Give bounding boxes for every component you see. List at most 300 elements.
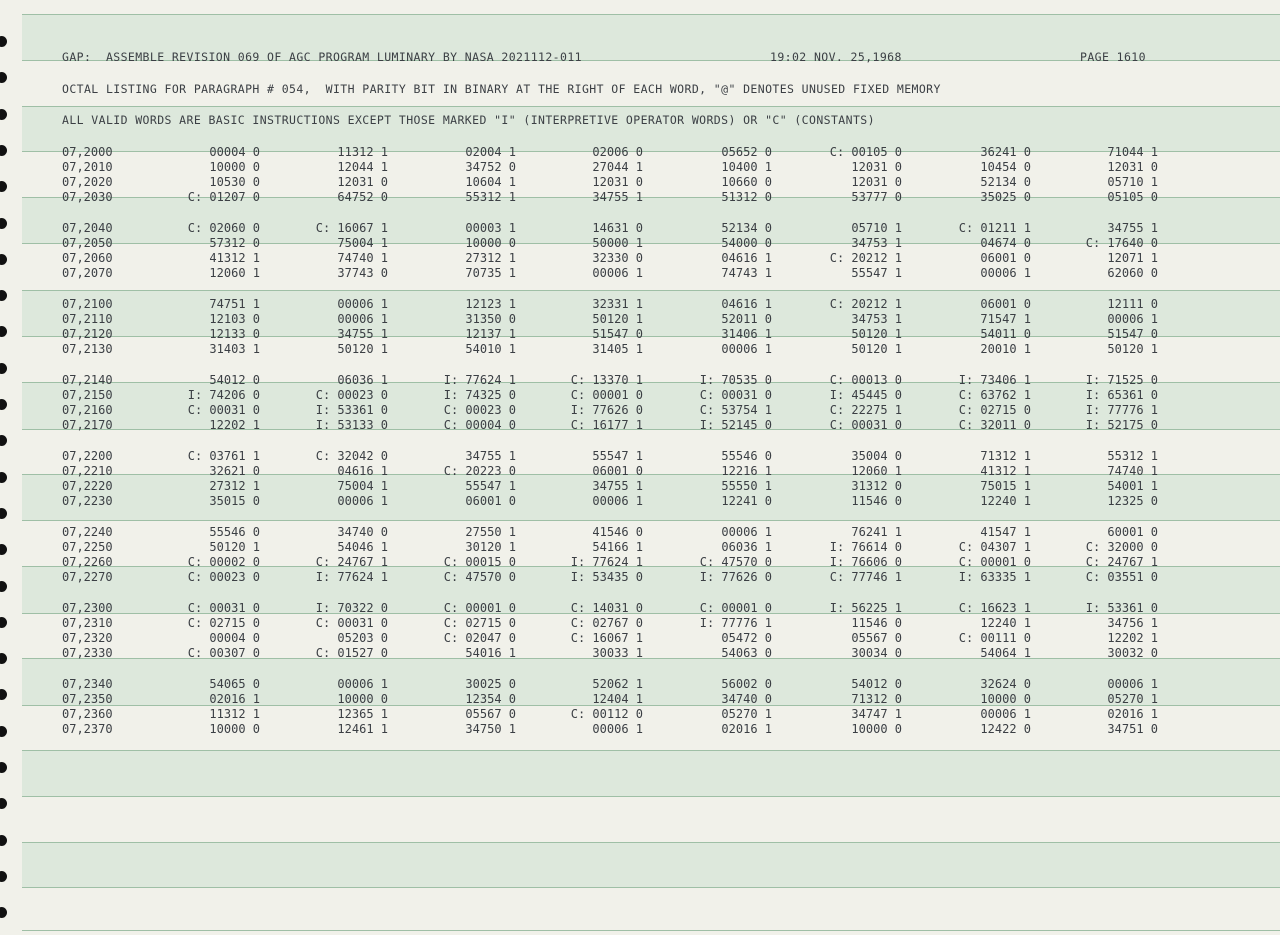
header-line-3: [0, 112, 1280, 128]
octal-word: 00006 1: [592, 722, 643, 736]
octal-word: I: 70535 0: [699, 373, 772, 387]
octal-word: C: 01527 0: [315, 646, 388, 660]
listing-row: [0, 707, 1280, 722]
octal-word: 32330 0: [592, 251, 643, 265]
memory-address: 07,2150: [62, 388, 113, 402]
memory-address: 07,2110: [62, 312, 113, 326]
listing-row: [0, 449, 1280, 464]
octal-word: 12071 1: [1107, 251, 1158, 265]
octal-word: C: 02715 0: [187, 616, 260, 630]
listing-row: [0, 722, 1280, 737]
octal-word: 62060 0: [1107, 266, 1158, 280]
octal-word: 12202 1: [209, 418, 260, 432]
octal-word: 70735 1: [465, 266, 516, 280]
octal-word: C: 17640 0: [1085, 236, 1158, 250]
octal-word: 10000 0: [337, 692, 388, 706]
memory-address: 07,2120: [62, 327, 113, 341]
octal-word: I: 52175 0: [1085, 418, 1158, 432]
tractor-feed-hole: [0, 36, 7, 47]
memory-address: 07,2030: [62, 190, 113, 204]
listing-row: [0, 251, 1280, 266]
octal-word: C: 00023 0: [315, 388, 388, 402]
octal-word: 52011 0: [721, 312, 772, 326]
listing-row: [0, 418, 1280, 433]
paper-rule: [22, 796, 1280, 797]
octal-word: 75004 1: [337, 236, 388, 250]
listing-row: [0, 555, 1280, 570]
octal-word: 71547 1: [980, 312, 1031, 326]
memory-address: 07,2310: [62, 616, 113, 630]
listing-row: [0, 297, 1280, 312]
octal-word: 10604 1: [465, 175, 516, 189]
memory-address: 07,2270: [62, 570, 113, 584]
octal-word: 12044 1: [337, 160, 388, 174]
octal-word: 27312 1: [209, 479, 260, 493]
octal-word: 36241 0: [980, 145, 1031, 159]
octal-word: C: 00015 0: [443, 555, 516, 569]
listing-row: [0, 464, 1280, 479]
octal-word: 06036 1: [337, 373, 388, 387]
page-number: PAGE 1610: [1080, 50, 1146, 64]
octal-word: 04674 0: [980, 236, 1031, 250]
octal-word: 00004 0: [209, 145, 260, 159]
octal-word: 05203 0: [337, 631, 388, 645]
listing-description: OCTAL LISTING FOR PARAGRAPH # 054, WITH PARITY BIT IN BINARY AT THE RIGHT OF EACH WORD, "@" DENOTES UNUSED FIXED MEMORY: [62, 82, 941, 96]
word-group: [0, 297, 1280, 357]
octal-word: 71312 0: [851, 692, 902, 706]
octal-word: 30025 0: [465, 677, 516, 691]
octal-word: 71044 1: [1107, 145, 1158, 159]
octal-word: 12422 0: [980, 722, 1031, 736]
paper-rule: [22, 930, 1280, 931]
octal-word: 41546 0: [592, 525, 643, 539]
octal-word: 51312 0: [721, 190, 772, 204]
octal-word: C: 00031 0: [187, 403, 260, 417]
octal-word: 06001 0: [980, 251, 1031, 265]
octal-word: 05472 0: [721, 631, 772, 645]
octal-word: 34755 1: [592, 479, 643, 493]
octal-word: 56002 0: [721, 677, 772, 691]
octal-word: 05270 1: [721, 707, 772, 721]
octal-word: 04616 1: [337, 464, 388, 478]
octal-word: 50120 1: [209, 540, 260, 554]
octal-word: 10660 0: [721, 175, 772, 189]
octal-word: 74743 1: [721, 266, 772, 280]
octal-word: C: 32000 0: [1085, 540, 1158, 554]
octal-word: C: 00013 0: [829, 373, 902, 387]
listing-row: [0, 601, 1280, 616]
memory-address: 07,2050: [62, 236, 113, 250]
octal-word: 57312 0: [209, 236, 260, 250]
octal-word: C: 47570 0: [699, 555, 772, 569]
octal-word: 74740 1: [337, 251, 388, 265]
word-group: [0, 525, 1280, 585]
memory-address: 07,2210: [62, 464, 113, 478]
octal-word: C: 03761 1: [187, 449, 260, 463]
octal-word: I: 77776 1: [1085, 403, 1158, 417]
octal-word: C: 00031 0: [187, 601, 260, 615]
header-line-1: [0, 49, 1280, 65]
memory-address: 07,2170: [62, 418, 113, 432]
octal-word: C: 77746 1: [829, 570, 902, 584]
octal-word: 55547 1: [465, 479, 516, 493]
octal-word: 52134 0: [980, 175, 1031, 189]
octal-word: 12031 0: [851, 160, 902, 174]
octal-word: I: 77624 1: [443, 373, 516, 387]
memory-address: 07,2240: [62, 525, 113, 539]
octal-word: 12137 1: [465, 327, 516, 341]
octal-word: C: 00031 0: [829, 418, 902, 432]
listing-row: [0, 479, 1280, 494]
octal-word: 35004 0: [851, 449, 902, 463]
octal-word: 54063 0: [721, 646, 772, 660]
octal-word: C: 24767 1: [315, 555, 388, 569]
octal-word: 55312 1: [1107, 449, 1158, 463]
octal-word: I: 77626 0: [699, 570, 772, 584]
octal-word: 10000 0: [980, 692, 1031, 706]
octal-word: C: 00023 0: [187, 570, 260, 584]
octal-word: C: 53754 1: [699, 403, 772, 417]
octal-word: 00006 1: [337, 297, 388, 311]
octal-word: 52134 0: [721, 221, 772, 235]
octal-word: 31406 1: [721, 327, 772, 341]
octal-word: 12240 1: [980, 494, 1031, 508]
octal-word: 27550 1: [465, 525, 516, 539]
octal-word: 00006 1: [721, 525, 772, 539]
tractor-feed-hole: [0, 762, 7, 773]
octal-word: 04616 1: [721, 251, 772, 265]
octal-word: 34756 1: [1107, 616, 1158, 630]
octal-word: 54012 0: [851, 677, 902, 691]
tractor-feed-hole: [0, 798, 7, 809]
memory-address: 07,2100: [62, 297, 113, 311]
octal-word: 54064 1: [980, 646, 1031, 660]
octal-word: 75015 1: [980, 479, 1031, 493]
octal-word: 41312 1: [209, 251, 260, 265]
legend-note: ALL VALID WORDS ARE BASIC INSTRUCTIONS EXCEPT THOSE MARKED "I" (INTERPRETIVE OPERATOR WORDS) OR "C" (CONSTANTS): [62, 113, 875, 127]
word-group: [0, 601, 1280, 661]
octal-word: I: 53361 0: [315, 403, 388, 417]
memory-address: 07,2250: [62, 540, 113, 554]
octal-word: 10000 0: [465, 236, 516, 250]
octal-word: 00006 1: [337, 312, 388, 326]
octal-word: C: 00002 0: [187, 555, 260, 569]
octal-word: 51547 0: [592, 327, 643, 341]
octal-word: C: 02047 0: [443, 631, 516, 645]
octal-word: 11312 1: [337, 145, 388, 159]
octal-word: C: 00031 0: [315, 616, 388, 630]
memory-address: 07,2320: [62, 631, 113, 645]
octal-word: 06036 1: [721, 540, 772, 554]
octal-word: 37743 0: [337, 266, 388, 280]
octal-word: 12365 1: [337, 707, 388, 721]
octal-word: C: 24767 1: [1085, 555, 1158, 569]
octal-word: 54046 1: [337, 540, 388, 554]
octal-word: C: 16623 1: [958, 601, 1031, 615]
octal-word: 54011 0: [980, 327, 1031, 341]
octal-word: 00006 1: [980, 266, 1031, 280]
octal-word: 00004 0: [209, 631, 260, 645]
memory-address: 07,2330: [62, 646, 113, 660]
octal-word: C: 63762 1: [958, 388, 1031, 402]
octal-word: 12111 0: [1107, 297, 1158, 311]
octal-word: 02016 1: [209, 692, 260, 706]
octal-word: 32624 0: [980, 677, 1031, 691]
listing-row: [0, 236, 1280, 251]
octal-word: 54000 0: [721, 236, 772, 250]
octal-word: 34740 0: [337, 525, 388, 539]
octal-word: C: 22275 1: [829, 403, 902, 417]
octal-word: 00006 1: [721, 342, 772, 356]
listing-row: [0, 616, 1280, 631]
octal-word: C: 00001 0: [958, 555, 1031, 569]
octal-word: 12060 1: [851, 464, 902, 478]
octal-word: 27044 1: [592, 160, 643, 174]
octal-word: 00006 1: [592, 494, 643, 508]
octal-word: I: 53435 0: [570, 570, 643, 584]
octal-word: 74740 1: [1107, 464, 1158, 478]
octal-word: C: 32042 0: [315, 449, 388, 463]
octal-word: C: 16177 1: [570, 418, 643, 432]
octal-word: 54012 0: [209, 373, 260, 387]
octal-word: 12031 0: [592, 175, 643, 189]
octal-word: 06001 0: [465, 494, 516, 508]
octal-word: 54016 1: [465, 646, 516, 660]
octal-word: 55312 1: [465, 190, 516, 204]
paper-rule: [22, 14, 1280, 15]
octal-word: 30032 0: [1107, 646, 1158, 660]
header-line-2: [0, 81, 1280, 97]
memory-address: 07,2020: [62, 175, 113, 189]
octal-word: 00006 1: [980, 707, 1031, 721]
listing-row: [0, 312, 1280, 327]
octal-word: 34750 1: [465, 722, 516, 736]
octal-word: I: 56225 1: [829, 601, 902, 615]
octal-word: I: 63335 1: [958, 570, 1031, 584]
octal-word: 12133 0: [209, 327, 260, 341]
listing-row: [0, 403, 1280, 418]
octal-word: 34753 1: [851, 312, 902, 326]
octal-word: I: 76606 0: [829, 555, 902, 569]
memory-address: 07,2140: [62, 373, 113, 387]
octal-word: I: 73406 1: [958, 373, 1031, 387]
listing-row: [0, 190, 1280, 205]
listing-row: [0, 692, 1280, 707]
octal-word: 12060 1: [209, 266, 260, 280]
memory-address: 07,2040: [62, 221, 113, 235]
paper-rule: [22, 842, 1280, 843]
octal-word: C: 02060 0: [187, 221, 260, 235]
octal-word: 31405 1: [592, 342, 643, 356]
octal-word: C: 20212 1: [829, 251, 902, 265]
octal-word: 12354 0: [465, 692, 516, 706]
octal-word: I: 65361 0: [1085, 388, 1158, 402]
memory-address: 07,2300: [62, 601, 113, 615]
octal-word: 34752 0: [465, 160, 516, 174]
octal-word: 74751 1: [209, 297, 260, 311]
octal-word: C: 00031 0: [699, 388, 772, 402]
octal-word: C: 01207 0: [187, 190, 260, 204]
listing-row: [0, 646, 1280, 661]
octal-word: 05567 0: [465, 707, 516, 721]
memory-address: 07,2000: [62, 145, 113, 159]
octal-word: C: 02767 0: [570, 616, 643, 630]
memory-address: 07,2070: [62, 266, 113, 280]
octal-word: I: 70322 0: [315, 601, 388, 615]
octal-word: 50000 1: [592, 236, 643, 250]
octal-word: 34755 1: [465, 449, 516, 463]
octal-word: C: 16067 1: [570, 631, 643, 645]
octal-word: 12031 0: [337, 175, 388, 189]
octal-word: 55547 1: [851, 266, 902, 280]
listing-row: [0, 570, 1280, 585]
octal-word: 34751 0: [1107, 722, 1158, 736]
octal-word: 51547 0: [1107, 327, 1158, 341]
octal-word: C: 02715 0: [443, 616, 516, 630]
octal-word: 34755 1: [592, 190, 643, 204]
octal-word: C: 20223 0: [443, 464, 516, 478]
paper-rule: [22, 520, 1280, 521]
octal-word: C: 04307 1: [958, 540, 1031, 554]
memory-address: 07,2200: [62, 449, 113, 463]
memory-address: 07,2010: [62, 160, 113, 174]
octal-word: 05710 1: [1107, 175, 1158, 189]
octal-word: 04616 1: [721, 297, 772, 311]
octal-word: 64752 0: [337, 190, 388, 204]
word-group: [0, 221, 1280, 281]
octal-word: 02006 0: [592, 145, 643, 159]
paper-rule: [22, 750, 1280, 751]
word-group: [0, 677, 1280, 737]
octal-word: 60001 0: [1107, 525, 1158, 539]
octal-word: 12404 1: [592, 692, 643, 706]
listing-row: [0, 145, 1280, 160]
octal-word: 32621 0: [209, 464, 260, 478]
octal-word: C: 00001 0: [699, 601, 772, 615]
word-group: [0, 449, 1280, 509]
octal-word: 05710 1: [851, 221, 902, 235]
octal-word: C: 00111 0: [958, 631, 1031, 645]
octal-word: 12103 0: [209, 312, 260, 326]
octal-word: C: 02715 0: [958, 403, 1031, 417]
octal-word: I: 77626 0: [570, 403, 643, 417]
memory-address: 07,2230: [62, 494, 113, 508]
listing-row: [0, 388, 1280, 403]
octal-word: 12216 1: [721, 464, 772, 478]
memory-address: 07,2260: [62, 555, 113, 569]
octal-word: 31312 0: [851, 479, 902, 493]
tractor-feed-hole: [0, 435, 7, 446]
octal-word: 12031 0: [1107, 160, 1158, 174]
octal-word: C: 00023 0: [443, 403, 516, 417]
paper-rule: [22, 106, 1280, 107]
octal-word: 20010 1: [980, 342, 1031, 356]
octal-word: 30034 0: [851, 646, 902, 660]
octal-word: I: 74206 0: [187, 388, 260, 402]
octal-word: 34740 0: [721, 692, 772, 706]
octal-word: 10000 0: [851, 722, 902, 736]
octal-word: 12240 1: [980, 616, 1031, 630]
octal-word: C: 00105 0: [829, 145, 902, 159]
listing-row: [0, 677, 1280, 692]
octal-word: 30033 1: [592, 646, 643, 660]
octal-word: 05567 0: [851, 631, 902, 645]
octal-word: 05652 0: [721, 145, 772, 159]
octal-word: 06001 0: [592, 464, 643, 478]
listing-row: [0, 221, 1280, 236]
memory-address: 07,2130: [62, 342, 113, 356]
tractor-feed-hole: [0, 835, 7, 846]
octal-word: 06001 0: [980, 297, 1031, 311]
octal-word: 76241 1: [851, 525, 902, 539]
octal-word: 11546 0: [851, 616, 902, 630]
octal-word: 75004 1: [337, 479, 388, 493]
octal-word: I: 76614 0: [829, 540, 902, 554]
octal-word: 12031 0: [851, 175, 902, 189]
octal-word: C: 14031 0: [570, 601, 643, 615]
octal-word: 30120 1: [465, 540, 516, 554]
octal-word: I: 74325 0: [443, 388, 516, 402]
octal-word: 31350 0: [465, 312, 516, 326]
octal-word: 12461 1: [337, 722, 388, 736]
octal-word: 50120 1: [851, 327, 902, 341]
listing-row: [0, 540, 1280, 555]
octal-word: 54166 1: [592, 540, 643, 554]
tractor-feed-hole: [0, 871, 7, 882]
octal-word: 00006 1: [337, 677, 388, 691]
octal-word: C: 13370 1: [570, 373, 643, 387]
octal-word: 05270 1: [1107, 692, 1158, 706]
listing-row: [0, 525, 1280, 540]
octal-word: C: 00004 0: [443, 418, 516, 432]
octal-word: 41547 1: [980, 525, 1031, 539]
tractor-feed-hole: [0, 508, 7, 519]
octal-word: 41312 1: [980, 464, 1031, 478]
octal-word: 02016 1: [1107, 707, 1158, 721]
octal-word: C: 16067 1: [315, 221, 388, 235]
octal-word: C: 03551 0: [1085, 570, 1158, 584]
octal-word: 54010 1: [465, 342, 516, 356]
octal-word: 34755 1: [337, 327, 388, 341]
memory-address: 07,2060: [62, 251, 113, 265]
octal-word: 10530 0: [209, 175, 260, 189]
octal-word: I: 77776 1: [699, 616, 772, 630]
octal-word: 71312 1: [980, 449, 1031, 463]
octal-word: 54001 1: [1107, 479, 1158, 493]
octal-word: 02016 1: [721, 722, 772, 736]
octal-word: 52062 1: [592, 677, 643, 691]
octal-word: 12325 0: [1107, 494, 1158, 508]
tractor-feed-hole: [0, 907, 7, 918]
octal-word: 55546 0: [721, 449, 772, 463]
listing-row: [0, 327, 1280, 342]
octal-word: I: 77624 1: [315, 570, 388, 584]
octal-word: 12123 1: [465, 297, 516, 311]
print-timestamp: 19:02 NOV. 25,1968: [770, 50, 902, 64]
octal-word: 02004 1: [465, 145, 516, 159]
word-group: [0, 373, 1280, 433]
octal-word: C: 20212 1: [829, 297, 902, 311]
octal-word: 00006 1: [592, 266, 643, 280]
green-band: [22, 842, 1280, 887]
octal-word: C: 32011 0: [958, 418, 1031, 432]
octal-word: 50120 1: [337, 342, 388, 356]
octal-word: 54065 0: [209, 677, 260, 691]
octal-word: 12241 0: [721, 494, 772, 508]
listing-row: [0, 175, 1280, 190]
octal-word: 27312 1: [465, 251, 516, 265]
word-group: [0, 145, 1280, 205]
